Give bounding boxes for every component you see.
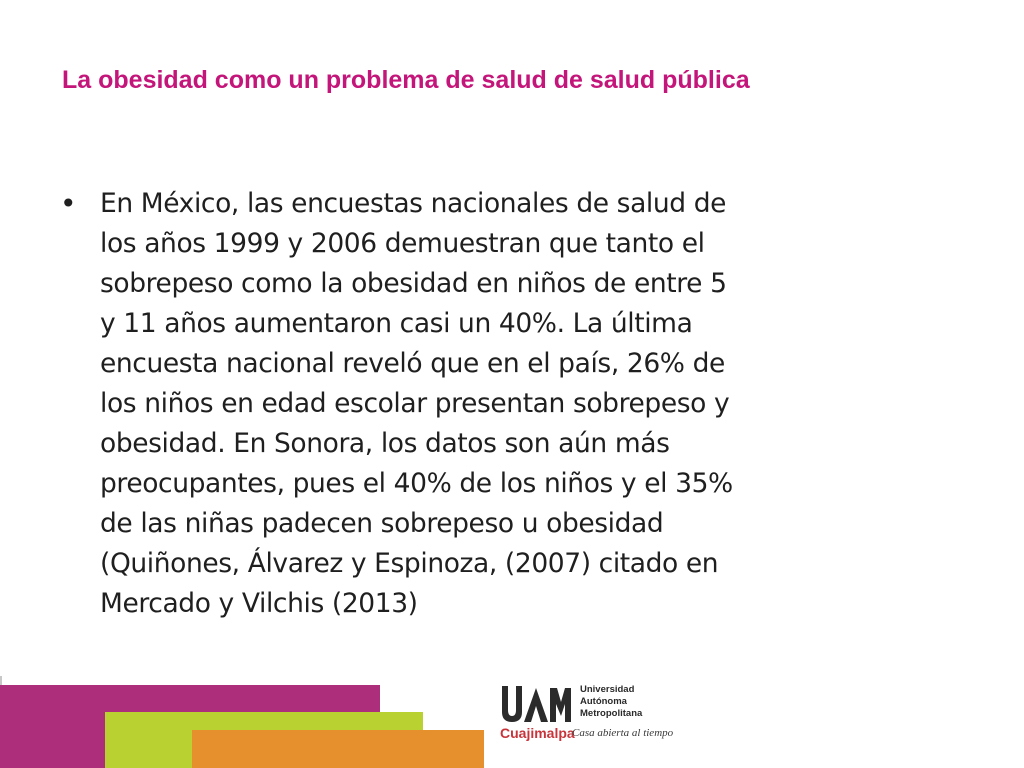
logo-motto: Casa abierta al tiempo bbox=[572, 727, 674, 739]
logo-name-line: Metropolitana bbox=[580, 708, 643, 719]
bullet-line: los años 1999 y 2006 demuestran que tanto el bbox=[100, 228, 705, 259]
uam-logo bbox=[500, 684, 700, 744]
bullet-line: Mercado y Vilchis (2013) bbox=[100, 588, 418, 619]
bullet-item bbox=[60, 184, 960, 624]
uam-emblem-m bbox=[550, 688, 571, 722]
logo-campus: Cuajimalpa bbox=[500, 725, 575, 741]
logo-name-line: Autónoma bbox=[580, 696, 627, 707]
bullet-text bbox=[100, 184, 960, 624]
logo-name-line: Universidad bbox=[580, 684, 635, 695]
uam-emblem-icon bbox=[500, 684, 572, 724]
uam-emblem-a bbox=[524, 688, 548, 722]
bullet-line: los niños en edad escolar presentan sobrepeso y bbox=[100, 388, 730, 419]
bullet-line: encuesta nacional reveló que en el país, 26% de bbox=[100, 348, 725, 379]
uam-emblem-u bbox=[502, 686, 522, 722]
bullet-list bbox=[60, 184, 960, 624]
bullet-line: En México, las encuestas nacionales de salud de bbox=[100, 188, 727, 219]
bullet-line: (Quiñones, Álvarez y Espinoza, (2007) citado en bbox=[100, 548, 719, 579]
logo-name bbox=[580, 684, 700, 720]
bullet-line: y 11 años aumentaron casi un 40%. La última bbox=[100, 308, 693, 339]
bullet-line: preocupantes, pues el 40% de los niños y el 35% bbox=[100, 468, 733, 499]
bullet-dot-icon: • bbox=[60, 187, 77, 220]
bullet-line: de las niñas padecen sobrepeso u obesidad bbox=[100, 508, 664, 539]
slide-title: La obesidad como un problema de salud de salud pública bbox=[62, 66, 750, 94]
footer-band-orange bbox=[192, 730, 484, 768]
bullet-line: obesidad. En Sonora, los datos son aún más bbox=[100, 428, 670, 459]
bullet-line: sobrepeso como la obesidad en niños de entre 5 bbox=[100, 268, 727, 299]
